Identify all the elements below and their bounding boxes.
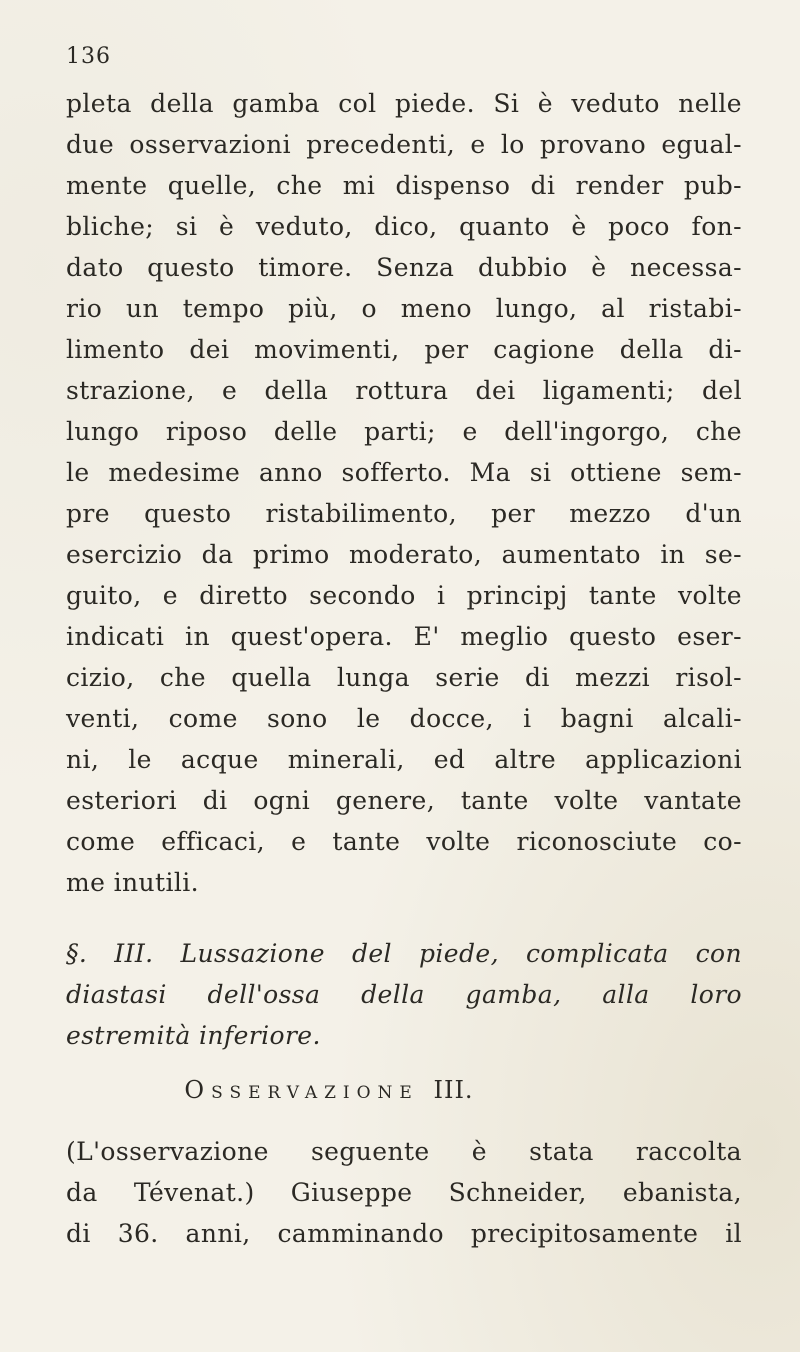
text-line: pre questo ristabilimento, per mezzo d'un [66, 499, 742, 528]
section-title-line [66, 934, 742, 974]
observation-number: III. [433, 1076, 474, 1104]
text-line: ni, le acque minerali, ed altre applicazioni [66, 745, 742, 774]
text-line: bliche; si è veduto, dico, quanto è poco fon- [66, 212, 742, 241]
text-line: mente quelle, che mi dispenso di render pub- [66, 171, 742, 200]
text-line: strazione, e della rottura dei ligamenti; del [66, 376, 742, 405]
text-line: le medesime anno sofferto. Ma si ottiene sem- [66, 458, 742, 487]
text-line: come efficaci, e tante volte riconosciute co- [66, 827, 742, 856]
text-line: di 36. anni, camminando precipitosamente il [66, 1219, 742, 1248]
section-title-line: estremità inferiore. [66, 1021, 321, 1050]
section-title-part: Lussazione del piede, complicata con [180, 939, 742, 968]
text-line: da Tévenat.) Giuseppe Schneider, ebanista, [66, 1178, 742, 1207]
text-line: guito, e diretto secondo i principj tante volte [66, 581, 742, 610]
text-line: limento dei movimenti, per cagione della di- [66, 335, 742, 364]
text-line: lungo riposo delle parti; e dell'ingorgo, che [66, 417, 742, 446]
text-line: dato questo timore. Senza dubbio è necessa- [66, 253, 742, 282]
observation-label: Osservazione [184, 1076, 419, 1104]
text-line: esteriori di ogni genere, tante volte vantate [66, 786, 742, 815]
text-line: venti, come sono le docce, i bagni alcali- [66, 704, 742, 733]
section-title-line: diastasi dell'ossa della gamba, alla loro [66, 980, 742, 1009]
page-number: 136 [66, 44, 111, 69]
observation-heading [66, 1070, 742, 1110]
section-symbol: §. III. [66, 939, 154, 968]
text-line: due osservazioni precedenti, e lo provano egual- [66, 130, 742, 159]
text-line: esercizio da primo moderato, aumentato in se- [66, 540, 742, 569]
text-line: cizio, che quella lunga serie di mezzi risol- [66, 663, 742, 692]
text-line: indicati in quest'opera. E' meglio questo eser- [66, 622, 742, 651]
text-line: rio un tempo più, o meno lungo, al ristabi- [66, 294, 742, 323]
text-line: pleta della gamba col piede. Si è veduto nelle [66, 89, 742, 118]
text-line: me inutili. [66, 868, 200, 897]
text-line: (L'osservazione seguente è stata raccolta [66, 1137, 742, 1166]
